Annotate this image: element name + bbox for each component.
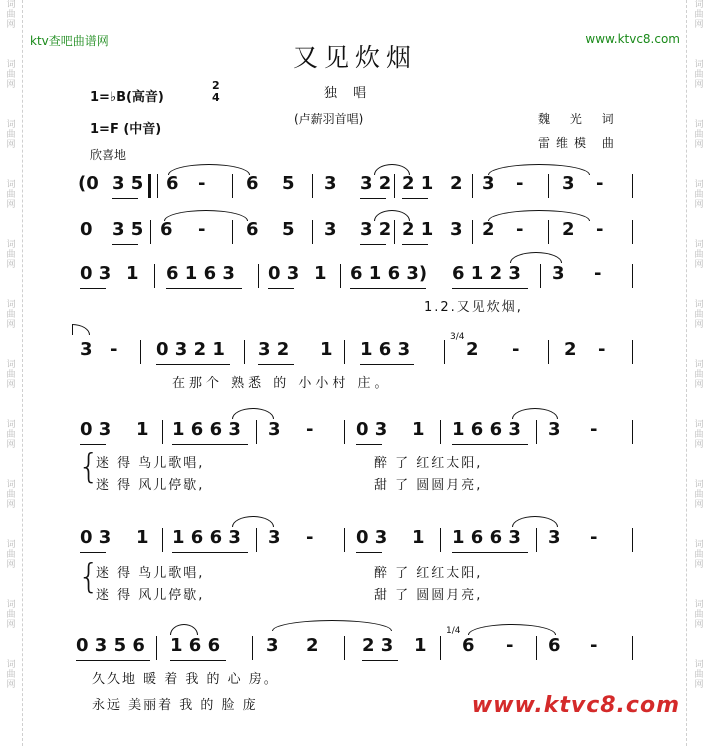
note: (0 xyxy=(78,173,99,194)
note: 2 xyxy=(450,173,463,194)
time-sig-bottom: 4 xyxy=(212,91,220,104)
key-signature-mid: 1=F (中音) xyxy=(90,122,162,137)
barline xyxy=(154,264,155,288)
note: 6 xyxy=(160,219,173,240)
time-change-marker: 3/4 xyxy=(450,332,465,342)
note: 3 xyxy=(268,527,281,548)
barline xyxy=(540,264,541,288)
note: 6 xyxy=(166,173,179,194)
note: 3 xyxy=(80,339,93,360)
note: 3 xyxy=(268,419,281,440)
slur xyxy=(170,624,198,635)
note: 1 xyxy=(136,419,149,440)
barline xyxy=(256,528,257,552)
barline xyxy=(472,174,473,198)
note: 2 xyxy=(482,219,495,240)
note: 1 6 6 3 xyxy=(452,419,521,440)
beam xyxy=(362,660,398,661)
beam xyxy=(360,364,414,365)
note: 5 xyxy=(282,173,295,194)
barline xyxy=(344,636,345,660)
note: 3 5 xyxy=(112,219,144,240)
barline xyxy=(548,340,549,364)
beam xyxy=(166,288,242,289)
note: 0 3 xyxy=(356,419,388,440)
key-high-label: 1=♭B(高音) xyxy=(90,90,164,105)
watermark-column-right: 词 曲 网 词 曲 网 词 曲 网 词 曲 网 词 曲 网 词 曲 网 词 曲 网 词 曲 网 词 曲 网 词 曲 网 词 曲 网 词 曲 网 xyxy=(694,0,704,690)
barline xyxy=(632,636,633,660)
barline xyxy=(394,220,395,244)
note: 0 3 2 1 xyxy=(156,339,225,360)
note: 3 xyxy=(552,263,565,284)
beam xyxy=(402,198,428,199)
lyric-verse-1: 迷 得 鸟儿歌唱, xyxy=(96,566,205,581)
note: 3 xyxy=(548,527,561,548)
barline xyxy=(252,636,253,660)
staff-row-5 xyxy=(0,418,710,448)
note: 5 xyxy=(282,219,295,240)
barline xyxy=(632,264,633,288)
beam xyxy=(156,364,230,365)
note: - xyxy=(596,219,604,240)
beam xyxy=(80,288,106,289)
lyricist-credit: 魏 光 词 xyxy=(538,112,622,126)
key-signature-high xyxy=(90,79,220,105)
barline xyxy=(536,420,537,444)
lyric-verse-2: 甜 了 圆圆月亮, xyxy=(374,478,483,493)
note: - xyxy=(306,419,314,440)
site-name-left: ktv查吧曲谱网 xyxy=(30,34,109,48)
note: 3 xyxy=(324,173,337,194)
beam xyxy=(112,198,138,199)
note: 1 6 6 3 xyxy=(172,419,241,440)
barline xyxy=(162,420,163,444)
staff-row-2 xyxy=(0,218,710,248)
barline xyxy=(472,220,473,244)
note: 2 xyxy=(562,219,575,240)
note: 6 1 2 3 xyxy=(452,263,521,284)
composer-credit: 雷维模 曲 xyxy=(538,136,620,150)
barline xyxy=(394,174,395,198)
note: - xyxy=(598,339,606,360)
tie xyxy=(468,624,556,635)
note: 3 xyxy=(324,219,337,240)
beam xyxy=(258,364,294,365)
tie xyxy=(72,324,90,335)
note: 1 xyxy=(412,527,425,548)
note: 0 3 xyxy=(268,263,300,284)
barline xyxy=(232,220,233,244)
barline xyxy=(162,528,163,552)
note: 1 6 6 3 xyxy=(452,527,521,548)
note: 3 2 xyxy=(360,173,392,194)
note: 0 3 xyxy=(80,263,112,284)
note: - xyxy=(198,173,206,194)
time-change-marker: 1/4 xyxy=(446,626,461,636)
note: 6 xyxy=(462,635,475,656)
performance-type: 独 唱 xyxy=(324,86,373,101)
note: 6 1 6 3 xyxy=(166,263,235,284)
site-url-right: www.ktvc8.com xyxy=(585,32,680,46)
note: - xyxy=(306,527,314,548)
beam xyxy=(80,552,106,553)
note: - xyxy=(590,527,598,548)
barline xyxy=(244,340,245,364)
note: 2 1 xyxy=(402,219,434,240)
note: 3 xyxy=(266,635,279,656)
verse-brace: { xyxy=(78,557,100,597)
barline xyxy=(312,220,313,244)
barline xyxy=(344,528,345,552)
staff-row-4 xyxy=(0,332,710,368)
barline xyxy=(440,420,441,444)
barline xyxy=(632,528,633,552)
barline xyxy=(258,264,259,288)
beam xyxy=(268,288,294,289)
note: 1 6 6 3 xyxy=(172,527,241,548)
note: 1 6 6 xyxy=(170,635,221,656)
barline xyxy=(632,340,633,364)
beam xyxy=(172,552,248,553)
lyric-verse-2: 永远 美丽着 我 的 脸 庞 xyxy=(92,698,258,713)
lyric-verse-2: 迷 得 风儿停歇, xyxy=(96,478,205,493)
beam xyxy=(360,198,386,199)
note: 0 3 xyxy=(80,527,112,548)
beam xyxy=(360,244,386,245)
barline xyxy=(536,636,537,660)
note: - xyxy=(594,263,602,284)
repeat-start-barline xyxy=(148,174,158,198)
note: 1 xyxy=(320,339,333,360)
note: 2 1 xyxy=(402,173,434,194)
barline xyxy=(440,528,441,552)
staff-row-1 xyxy=(0,172,710,202)
note: 2 xyxy=(564,339,577,360)
barline xyxy=(548,220,549,244)
note: 1 xyxy=(314,263,327,284)
note: 1 6 3 xyxy=(360,339,411,360)
note: 1 xyxy=(136,527,149,548)
barline xyxy=(256,420,257,444)
tie xyxy=(488,164,590,175)
beam xyxy=(170,660,226,661)
note: 3 2 xyxy=(360,219,392,240)
lyric-verse-1: 久久地 暖 着 我 的 心 房。 xyxy=(92,672,279,687)
time-signature xyxy=(212,80,220,104)
note: 0 3 xyxy=(356,527,388,548)
barline xyxy=(632,220,633,244)
site-logo: www.ktvc8.com xyxy=(471,693,680,718)
barline xyxy=(632,420,633,444)
note: - xyxy=(516,219,524,240)
beam xyxy=(452,552,528,553)
lyric-verse-intro: 1.2.又见炊烟, xyxy=(424,300,523,315)
note: 6 xyxy=(246,173,259,194)
note: - xyxy=(596,173,604,194)
barline xyxy=(150,220,151,244)
tempo-marking: 欣喜地 xyxy=(90,148,127,162)
beam xyxy=(402,244,428,245)
barline xyxy=(156,636,157,660)
barline xyxy=(440,636,441,660)
beam xyxy=(112,244,138,245)
singer-credit: (卢薪羽首唱) xyxy=(294,112,364,126)
beam xyxy=(452,444,528,445)
note: 0 xyxy=(80,219,93,240)
tie xyxy=(168,164,250,175)
barline xyxy=(312,174,313,198)
song-title: 又见炊烟 xyxy=(292,43,417,72)
watermark-column-left: 词 曲 网 词 曲 网 词 曲 网 词 曲 网 词 曲 网 词 曲 网 词 曲 网 词 曲 网 词 曲 网 词 曲 网 词 曲 网 词 曲 网 xyxy=(6,0,16,690)
staff-row-7 xyxy=(0,626,710,664)
lyric-line: 在那个 熟悉 的 小小村 庄。 xyxy=(172,376,392,391)
note: 6 xyxy=(548,635,561,656)
note: 1 xyxy=(414,635,427,656)
lyric-verse-1: 醉 了 红红太阳, xyxy=(374,456,483,471)
beam xyxy=(80,444,106,445)
note: - xyxy=(198,219,206,240)
note: - xyxy=(516,173,524,194)
note: - xyxy=(512,339,520,360)
tie xyxy=(164,210,248,221)
barline xyxy=(632,174,633,198)
barline xyxy=(140,340,141,364)
note: 3 5 xyxy=(112,173,144,194)
barline xyxy=(340,264,341,288)
staff-row-3 xyxy=(0,262,710,292)
beam xyxy=(356,552,382,553)
note: 1 xyxy=(412,419,425,440)
note: 6 xyxy=(246,219,259,240)
note: - xyxy=(590,419,598,440)
note: 2 xyxy=(306,635,319,656)
note: 2 3 xyxy=(362,635,394,656)
barline xyxy=(232,174,233,198)
beam xyxy=(76,660,150,661)
tie xyxy=(272,620,392,631)
lyric-verse-2: 迷 得 风儿停歇, xyxy=(96,588,205,603)
note: - xyxy=(110,339,118,360)
barline xyxy=(344,340,345,364)
time-sig-top: 2 xyxy=(212,79,220,92)
note: 3 xyxy=(548,419,561,440)
beam xyxy=(172,444,248,445)
note: 3 2 xyxy=(258,339,290,360)
note: 3 xyxy=(450,219,463,240)
lyric-verse-1: 迷 得 鸟儿歌唱, xyxy=(96,456,205,471)
note: 0 3 xyxy=(80,419,112,440)
barline xyxy=(548,174,549,198)
note: 1 xyxy=(126,263,139,284)
beam xyxy=(356,444,382,445)
note: 3 xyxy=(482,173,495,194)
barline xyxy=(344,420,345,444)
note: 6 1 6 3) xyxy=(350,263,428,284)
lyric-verse-2: 甜 了 圆圆月亮, xyxy=(374,588,483,603)
verse-brace: { xyxy=(78,447,100,487)
note: 0 3 5 6 xyxy=(76,635,145,656)
barline xyxy=(444,340,445,364)
note: - xyxy=(590,635,598,656)
staff-row-6 xyxy=(0,526,710,556)
beam xyxy=(350,288,426,289)
note: - xyxy=(506,635,514,656)
note: 2 xyxy=(466,339,479,360)
beam xyxy=(452,288,528,289)
barline xyxy=(536,528,537,552)
tie xyxy=(488,210,590,221)
note: 3 xyxy=(562,173,575,194)
lyric-verse-1: 醉 了 红红太阳, xyxy=(374,566,483,581)
